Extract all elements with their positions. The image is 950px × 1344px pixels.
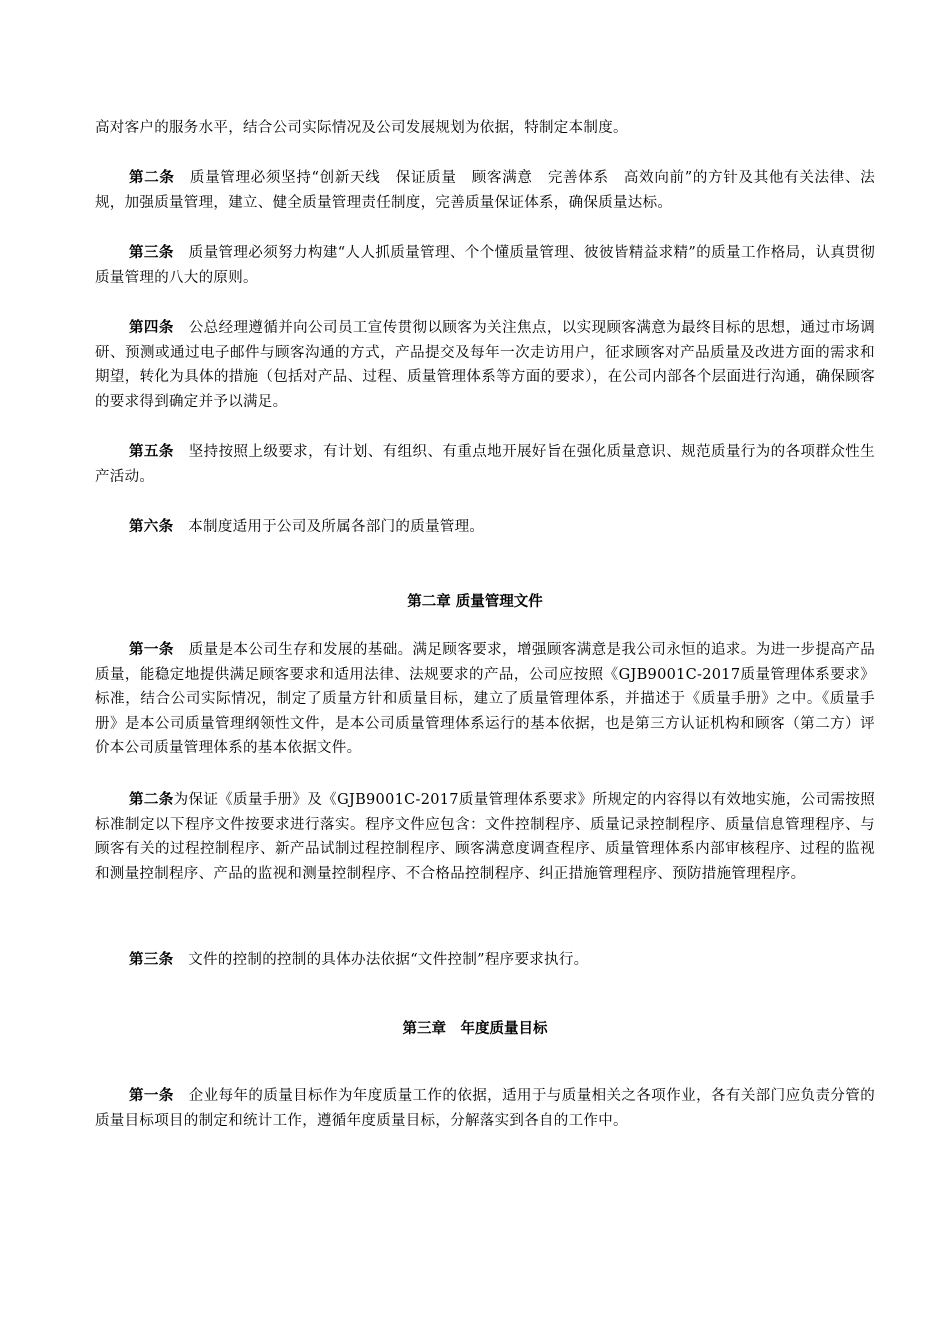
chapter1-article-5	[95, 440, 875, 489]
article-text: 本制度适用于公司及所属各部门的质量管理。	[188, 519, 485, 535]
article-text: 质量管理必须努力构建“人人抓质量管理、个个懂质量管理、彼彼皆精益求精”的质量工作格局，认真贯彻质量管理的八大的原则。	[95, 245, 876, 286]
article-lead: 第一条	[129, 1088, 174, 1104]
article-text: 坚持按照上级要求，有计划、有组织、有重点地开展好旨在强化质量意识、规范质量行为的各项群众性生产活动。	[95, 444, 876, 485]
intro-tail-paragraph	[95, 116, 875, 141]
article-lead: 第三条	[129, 952, 174, 968]
chapter1-article-3	[95, 241, 875, 290]
article-lead: 第三条	[129, 245, 174, 261]
article-text: 企业每年的质量目标作为年度质量工作的依据，适用于与质量相关之各项作业，各有关部门应负责分管的质量目标项目的制定和统计工作，遵循年度质量目标，分解落实到各自的工作中。	[95, 1088, 876, 1129]
chapter1-article-4	[95, 316, 875, 414]
chapter3-title: 第三章 年度质量目标	[402, 1021, 548, 1037]
chapter2-article-3	[95, 948, 875, 973]
article-text: 质量管理必须坚持“创新天线 保证质量 顾客满意 完善体系 高效向前”的方针及其他有关法律、法规，加强质量管理，建立、健全质量管理责任制度，完善质量保证体系，确保质量达标。	[95, 170, 875, 211]
article-text: 公总经理遵循并向公司员工宣传贯彻以顾客为关注焦点，以实现顾客满意为最终目标的思想，通过市场调研、预测或通过电子邮件与顾客沟通的方式，产品提交及每年一次走访用户，征求顾客对产品质量及改进方面的需求和期望，转化为具体的措施（包括对产品、过程、质量管理体系等方面的要求），在公司内部各个层面进行沟通，确保顾客的要求得到确定并予以满足。	[95, 320, 876, 410]
article-lead: 第一条	[129, 642, 174, 658]
article-lead: 第四条	[129, 320, 174, 336]
article-text: 文件的控制的控制的具体办法依据“文件控制”程序要求执行。	[188, 952, 589, 968]
intro-tail-text: 高对客户的服务水平，结合公司实际情况及公司发展规划为依据，特制定本制度。	[95, 120, 628, 136]
chapter2-title: 第二章 质量管理文件	[407, 594, 543, 610]
article-lead: 第二条	[129, 792, 174, 808]
chapter1-article-6	[95, 515, 875, 540]
article-lead: 第五条	[129, 444, 174, 460]
article-lead: 第二条	[129, 170, 175, 186]
article-text: 质量是本公司生存和发展的基础。满足顾客要求，增强顾客满意是我公司永恒的追求。为进一步提高产品质量，能稳定地提供满足顾客要求和适用法律、法规要求的产品，公司应按照《GJB9001C-2017质量管理体系要求》标准，结合公司实际情况，制定了质量方针和质量目标，建立了质量管理体系，并描述于《质量手册》之中。《质量手册》是本公司质量管理纲领性文件，是本公司质量管理体系运行的基本依据，也是第三方认证机构和顾客（第二方）评价本公司质量管理体系的基本依据文件。	[95, 642, 876, 756]
chapter2-article-2	[95, 788, 875, 886]
chapter1-article-2	[95, 166, 875, 215]
article-lead: 第六条	[129, 519, 174, 535]
chapter3-article-1	[95, 1084, 875, 1133]
chapter2-article-1	[95, 638, 875, 761]
article-text: 为保证《质量手册》及《GJB9001C-2017质量管理体系要求》所规定的内容得以有效地实施，公司需按照标准制定以下程序文件按要求进行落实。程序文件应包含：文件控制程序、质量记录控制程序、质量信息管理程序、与顾客有关的过程控制程序、新产品试制过程控制程序、顾客满意度调查程序、质量管理体系内部审核程序、过程的监视和测量控制程序、产品的监视和测量控制程序、不合格品控制程序、纠正措施管理程序、预防措施管理程序。	[95, 792, 875, 882]
